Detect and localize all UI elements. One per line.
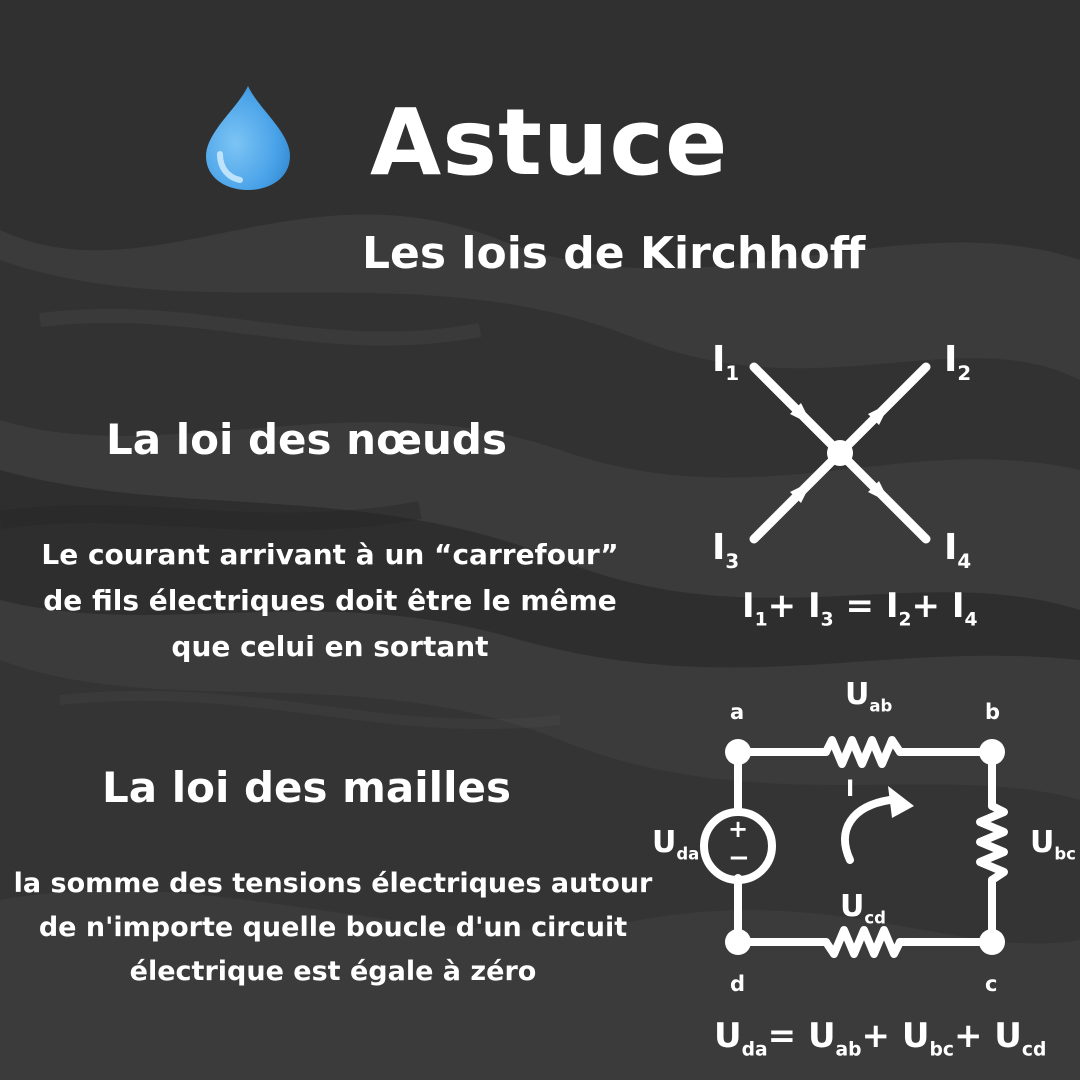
node-d <box>725 929 751 955</box>
current-i4-label: $I_4$ <box>944 527 972 573</box>
voltage-da-label: $U_{da}$ <box>652 825 700 864</box>
loi-noeuds-text: Le courant arrivant à un “carrefour” de fils électriques doit être le même que celui en sortant <box>41 538 619 663</box>
node-a <box>725 739 751 765</box>
loi-mailles-text: la somme des tensions électriques autour de n'importe quelle boucle d'un circuit électrique est égale à zéro <box>13 868 653 987</box>
current-arrow-curve <box>845 800 890 860</box>
loi-mailles-heading: La loi des mailles <box>102 763 511 812</box>
node-a-label: a <box>730 700 745 724</box>
current-i2-label: $I_2$ <box>944 339 972 385</box>
loop-current-label: I <box>846 777 855 802</box>
source-plus-sign: + <box>728 815 749 843</box>
node-b-label: b <box>985 700 1001 724</box>
resistor-ab <box>826 740 900 764</box>
voltage-cd-label: $U_{cd}$ <box>840 889 886 928</box>
source-minus-sign: − <box>728 843 750 873</box>
current-i3-label: $I_3$ <box>712 527 740 573</box>
node-c <box>979 929 1005 955</box>
node-d-label: d <box>730 972 746 996</box>
resistor-bc <box>980 806 1004 880</box>
page-title: Astuce <box>370 89 729 196</box>
node-c-label: c <box>985 972 998 996</box>
mailles-equation: $U_{da}= U_{ab}+ U_{bc}+ U_{cd}$ <box>714 1016 1047 1061</box>
noeuds-equation: $I_1+ I_3 = I_2+ I_4$ <box>742 586 978 631</box>
current-arrow-head <box>888 786 914 818</box>
current-i1-label: $I_1$ <box>712 339 740 385</box>
voltage-bc-label: $U_{bc}$ <box>1030 825 1076 864</box>
page-subtitle: Les lois de Kirchhoff <box>362 228 866 279</box>
node-b <box>979 739 1005 765</box>
junction-node <box>827 440 853 466</box>
loi-noeuds-heading: La loi des nœuds <box>106 415 507 464</box>
voltage-ab-label: $U_{ab}$ <box>845 677 893 716</box>
